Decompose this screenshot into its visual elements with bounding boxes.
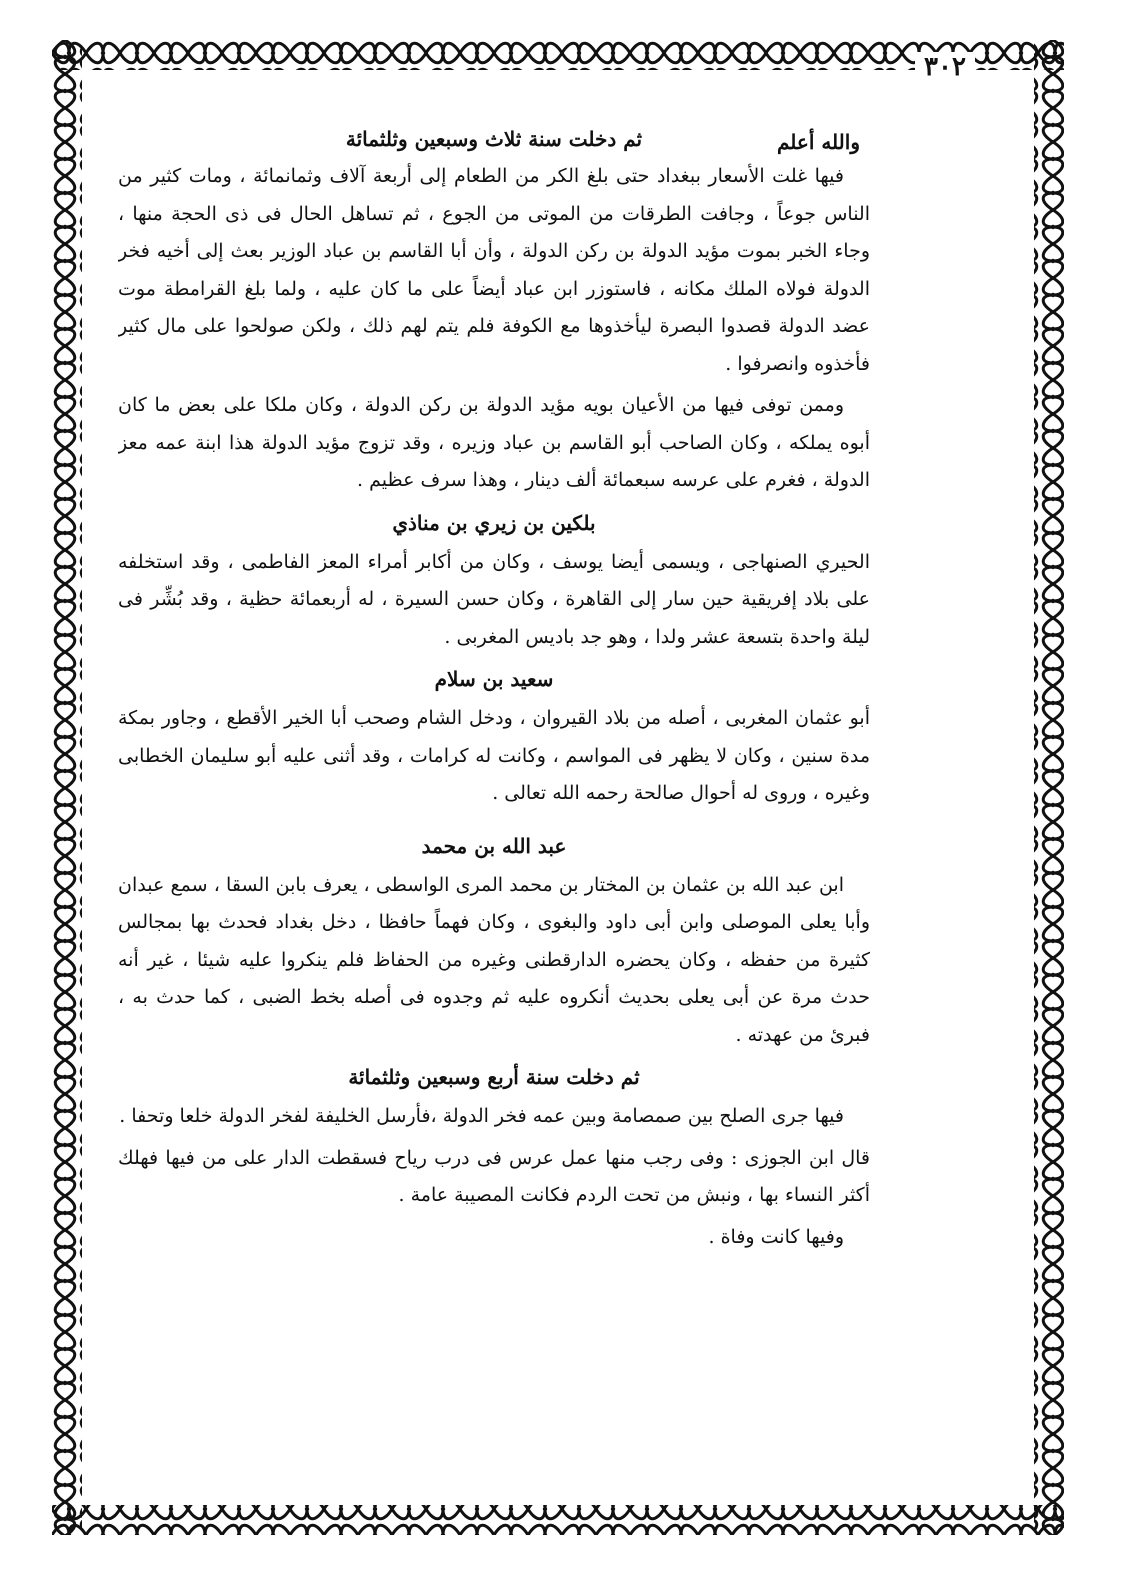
section-heading: ثم دخلت سنة أربع وسبعين وثلثمائة xyxy=(348,1065,640,1089)
border-right xyxy=(1034,40,1064,1535)
border-bottom xyxy=(52,1505,1064,1535)
paragraph: أبو عثمان المغربى ، أصله من بلاد القيروان ، ودخل الشام وصحب أبا الخير الأقطع ، وجاور بمكة مدة سنين ، وكان لا يظهر فى المواسم ، وكانت له كرامات ، وقد أثنى عليه أبو سليمان الخطابى وغيره ، وروى له أحوال صالحة رحمه الله تعالى . xyxy=(118,707,870,804)
section-heading: ثم دخلت سنة ثلاث وسبعين وثلثمائة xyxy=(345,127,643,151)
border-top xyxy=(52,40,1064,70)
entry-heading: بلكين بن زيري بن مناذي xyxy=(392,510,596,535)
paragraph: الحيري الصنهاجى ، ويسمى أيضا يوسف ، وكان من أكابر أمراء المعز الفاطمى ، وقد استخلفه على بلاد إفريقية حين سار إلى القاهرة ، وكان حسن السيرة ، له أربعمائة حظية ، وقد بُشِّر فى ليلة واحدة بتسعة عشر ولدا ، وهو جد باديس المغربى . xyxy=(118,550,870,648)
entry-heading: سعيد بن سلام xyxy=(434,667,554,691)
page-body xyxy=(118,118,870,1418)
closing-phrase: والله أعلم xyxy=(776,130,860,154)
paragraph: قال ابن الجوزى : وفى رجب منها عمل عرس فى درب رياح فسقطت الدار على من فيها فهلك أكثر النساء بها ، ونبش من تحت الردم فكانت المصيبة عامة . xyxy=(118,1146,870,1206)
paragraph: وممن توفى فيها من الأعيان بويه مؤيد الدولة بن ركن الدولة ، وكان ملكا على بعض ما كان أبوه يملكه ، وكان الصاحب أبو القاسم بن عباد وزيره ، وقد تزوج مؤيد الدولة هذا ابنة عمه معز الدولة ، فغرم على عرسه سبعمائة ألف دينار ، وهذا سرف عظيم . xyxy=(118,394,870,491)
page-number: ٣٠٢ xyxy=(915,52,975,82)
paragraph: ابن عبد الله بن عثمان بن المختار بن محمد المرى الواسطى ، يعرف بابن السقا ، سمع عبدان وأبا يعلى الموصلى وابن أبى داود والبغوى ، وكان فهماً حافظا ، دخل بغداد فحدث بها بمجالس كثيرة من حفظه ، وكان يحضره الدارقطنى وغيره من الحفاظ فلم ينكروا عليه شيئا ، غير أنه حدث مرة عن أبى يعلى بحديث أنكروه عليه ثم وجدوه فى أصله بخط الضبى ، كما حدث به ، فبرئ من عهدته . xyxy=(118,873,870,1046)
paragraph: وفيها كانت وفاة . xyxy=(708,1225,844,1248)
border-left xyxy=(52,40,82,1535)
paragraph: فيها جرى الصلح بين صمصامة وبين عمه فخر الدولة ،فأرسل الخليفة لفخر الدولة خلعا وتحفا . xyxy=(119,1105,844,1127)
section-header-row xyxy=(118,118,870,156)
paragraph: فيها غلت الأسعار ببغداد حتى بلغ الكر من الطعام إلى أربعة آلاف وثمانمائة ، ومات كثير من الناس جوعاً ، وجافت الطرقات من الموتى من الجوع ، ثم تساهل الحال فى ذى الحجة منها ، وجاء الخبر بموت مؤيد الدولة بن ركن الدولة ، وأن أبا القاسم بن عباد الوزير بعث إلى أخيه فخر الدولة فولاه الملك مكانه ، فاستوزر ابن عباد أيضاً على ما كان عليه ، ولما بلغ القرامطة موت عضد الدولة قصدوا البصرة ليأخذوها مع الكوفة فلم يتم لهم ذلك ، ولكن صولحوا على مال كثير فأخذوه وانصرفوا . xyxy=(118,165,870,375)
entry-heading: عبد الله بن محمد xyxy=(421,833,567,858)
